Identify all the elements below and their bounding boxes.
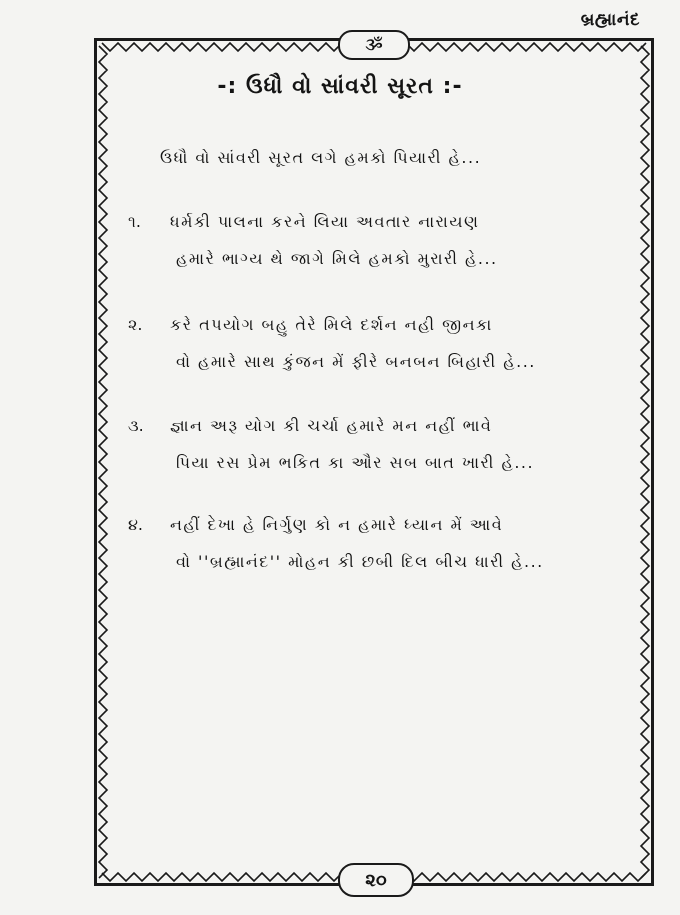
verse-line: કરે તપયોગ બહુ તેરે મિલે દર્શન નહી જીનકા (170, 315, 493, 334)
verse-line: નહીં દેખા હે નિર્ગુણ કો ન હમારે ધ્યાન મેં આવે (170, 515, 504, 534)
verse-line: જ્ઞાન અરૂ યોગ કી ચર્ચા હમારે મન નહીં ભાવે (170, 416, 493, 435)
verse-line: હમારે ભાગ્ય થે જાગે મિલે હમકો મુરારી હે... (176, 249, 498, 268)
poem-title: -: ઉધૌ વો સાંવરી સૂરત :- (217, 74, 463, 99)
page-number: ૨૦ (365, 869, 387, 891)
om-ornament (338, 30, 410, 60)
header-author: બ્રહ્માનંદ (580, 10, 640, 30)
verse-line: ધર્મકી પાલના કરને લિયા અવતાર નારાયણ (170, 212, 480, 231)
verse-number: ૩. (128, 416, 144, 435)
border-zigzag (641, 46, 649, 878)
poem-refrain: ઉધૌ વો સાંવરી સૂરત લગે હમકો પિયારી હે... (160, 148, 482, 167)
verse-line: પિયા રસ પ્રેમ ભકિત કા ઔર સબ બાત ખારી હે... (176, 453, 535, 472)
verse-line: વો ''બ્રહ્માનંદ'' મોહન કી છબી દિલ બીચ ધારી હે... (176, 552, 544, 571)
page-number-badge (338, 863, 414, 897)
verse-number: ૪. (128, 515, 144, 534)
border-zigzag (99, 46, 107, 878)
verse-number: ૨. (128, 315, 143, 334)
om-symbol: ૐ (365, 35, 383, 54)
verse-number: ૧. (128, 212, 141, 231)
verse-line: વો હમારે સાથ કુંજન મેં ફીરે બનબન બિહારી હે... (176, 352, 536, 371)
